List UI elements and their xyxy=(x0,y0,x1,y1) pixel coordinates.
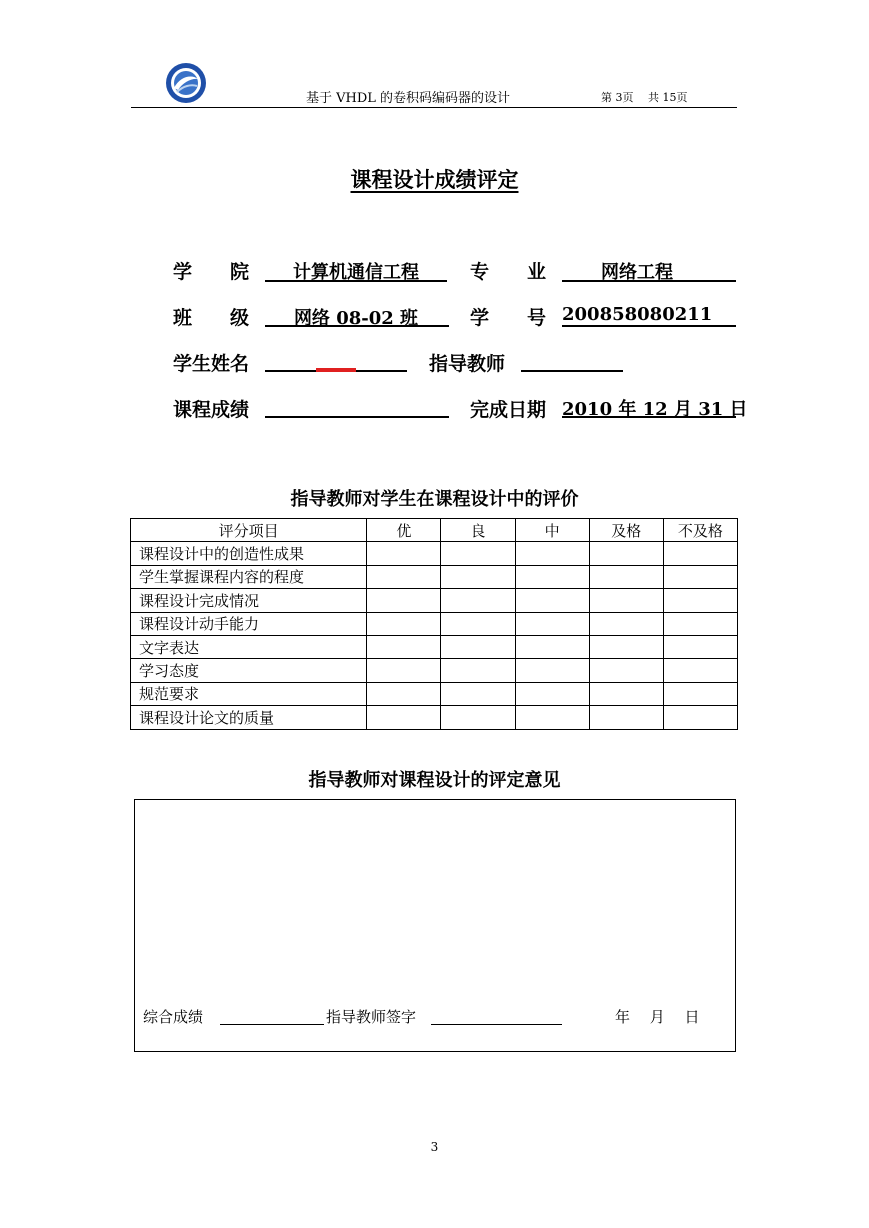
evaluation-item: 学生掌握课程内容的程度 xyxy=(131,565,367,588)
evaluation-item: 课程设计论文的质量 xyxy=(131,706,367,729)
grade-cell xyxy=(367,542,441,565)
major-value: 网络工程 xyxy=(601,262,673,283)
grade-cell xyxy=(663,706,737,729)
evaluation-item: 学习态度 xyxy=(131,659,367,682)
evaluation-item: 规范要求 xyxy=(131,682,367,705)
table-row xyxy=(131,659,738,682)
overall-grade-underline xyxy=(220,1024,324,1025)
overall-grade-label: 综合成绩 xyxy=(143,1008,204,1026)
completion-date-value: 2010 年 12 月 31 日 xyxy=(562,399,748,420)
column-header-item: 评分项目 xyxy=(131,519,367,542)
grade-cell xyxy=(515,706,589,729)
grade-cell xyxy=(515,565,589,588)
course-grade-underline xyxy=(265,416,449,418)
grade-cell xyxy=(367,635,441,658)
grade-cell xyxy=(663,542,737,565)
student-name-label: 学生姓名 xyxy=(173,353,250,375)
grade-cell xyxy=(367,706,441,729)
grade-cell xyxy=(367,589,441,612)
grade-cell xyxy=(367,612,441,635)
column-header-pass: 及格 xyxy=(589,519,663,542)
grade-cell xyxy=(589,589,663,612)
grade-cell xyxy=(515,589,589,612)
major-label: 专 业 xyxy=(470,261,547,283)
table-row xyxy=(131,612,738,635)
student-id-value: 200858080211 xyxy=(562,304,713,325)
completion-date-underline xyxy=(562,416,736,418)
grade-cell xyxy=(663,682,737,705)
table-row xyxy=(131,565,738,588)
course-grade-label: 课程成绩 xyxy=(173,399,250,421)
grade-cell xyxy=(589,682,663,705)
header-document-title: 基于 VHDL 的卷积码编码器的设计 xyxy=(306,91,511,106)
table-row xyxy=(131,682,738,705)
signature-underline xyxy=(431,1024,562,1025)
evaluation-item: 文字表达 xyxy=(131,635,367,658)
signature-label: 指导教师签字 xyxy=(326,1008,417,1026)
table-header-row xyxy=(131,519,738,542)
college-value: 计算机通信工程 xyxy=(293,262,419,283)
table-row xyxy=(131,706,738,729)
student-id-label: 学 号 xyxy=(470,307,547,329)
university-logo-icon xyxy=(165,62,207,104)
college-label: 学 院 xyxy=(173,261,250,283)
student-name-redaction xyxy=(316,368,356,372)
page-number: 3 xyxy=(430,1140,439,1154)
grade-cell xyxy=(441,635,515,658)
completion-date-label: 完成日期 xyxy=(470,399,547,421)
class-value: 网络 08-02 班 xyxy=(293,308,419,329)
class-underline xyxy=(265,325,449,327)
header-page-info: 第 3页 共 15页 xyxy=(601,91,688,104)
grade-cell xyxy=(663,565,737,588)
class-label: 班 级 xyxy=(173,307,250,329)
table-row xyxy=(131,589,738,612)
column-header-fail: 不及格 xyxy=(663,519,737,542)
grade-cell xyxy=(589,706,663,729)
grade-cell xyxy=(663,659,737,682)
grade-cell xyxy=(515,542,589,565)
column-header-excellent: 优 xyxy=(367,519,441,542)
grade-cell xyxy=(441,612,515,635)
grade-cell xyxy=(663,589,737,612)
grade-cell xyxy=(441,542,515,565)
college-underline xyxy=(265,280,447,282)
advisor-label: 指导教师 xyxy=(429,353,506,375)
opinion-section-title: 指导教师对课程设计的评定意见 xyxy=(308,770,561,791)
table-row xyxy=(131,542,738,565)
major-underline xyxy=(562,280,736,282)
grade-cell xyxy=(367,565,441,588)
grade-cell xyxy=(589,542,663,565)
grade-cell xyxy=(589,565,663,588)
grade-cell xyxy=(441,565,515,588)
evaluation-item: 课程设计动手能力 xyxy=(131,612,367,635)
header-rule xyxy=(131,107,737,108)
evaluation-section-title: 指导教师对学生在课程设计中的评价 xyxy=(290,489,579,510)
grade-cell xyxy=(515,659,589,682)
evaluation-table xyxy=(130,518,738,730)
opinion-date-label: 年 月 日 xyxy=(615,1008,700,1026)
student-id-underline xyxy=(562,325,736,327)
grade-cell xyxy=(515,612,589,635)
evaluation-item: 课程设计中的创造性成果 xyxy=(131,542,367,565)
grade-cell xyxy=(663,612,737,635)
grade-cell xyxy=(441,659,515,682)
column-header-average: 中 xyxy=(515,519,589,542)
grade-cell xyxy=(589,659,663,682)
grade-cell xyxy=(441,589,515,612)
column-header-good: 良 xyxy=(441,519,515,542)
table-row xyxy=(131,635,738,658)
grade-cell xyxy=(589,612,663,635)
grade-cell xyxy=(589,635,663,658)
grade-cell xyxy=(441,706,515,729)
evaluation-item: 课程设计完成情况 xyxy=(131,589,367,612)
grade-cell xyxy=(515,682,589,705)
grade-cell xyxy=(663,635,737,658)
grade-cell xyxy=(367,659,441,682)
grade-cell xyxy=(367,682,441,705)
grade-cell xyxy=(441,682,515,705)
grade-cell xyxy=(515,635,589,658)
advisor-underline xyxy=(521,370,623,372)
page-title: 课程设计成绩评定 xyxy=(350,167,519,192)
